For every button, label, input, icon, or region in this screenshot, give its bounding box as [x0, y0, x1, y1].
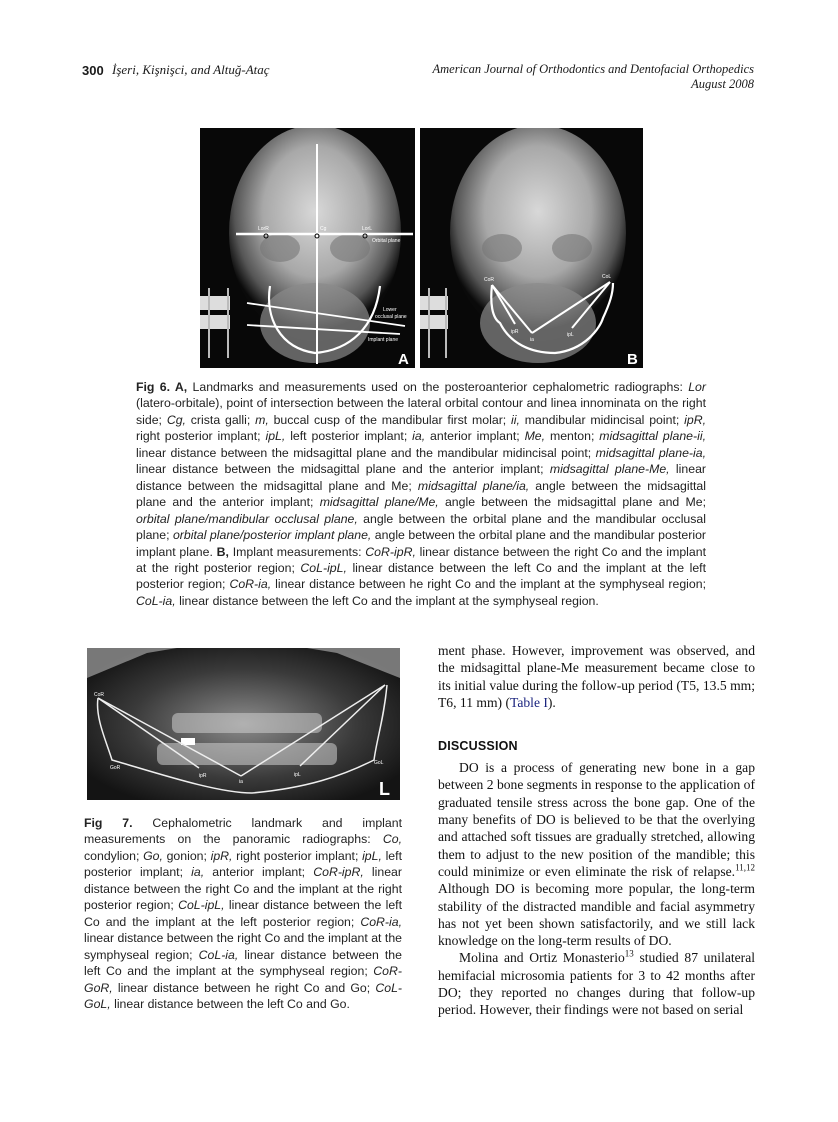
caption-term: Me,: [524, 429, 546, 444]
caption-text: angle between the orbital plane and the mandibular posterior implant plane.: [136, 528, 707, 559]
caption-label: Fig 6.: [136, 380, 175, 394]
label-cg: Cg: [320, 226, 327, 232]
table-reference-link[interactable]: Table I: [509, 694, 548, 710]
caption-term: ia,: [191, 865, 205, 880]
caption-term: orbital plane/mandibular occlusal plane,: [136, 511, 358, 526]
label-lor-r: LorR: [258, 226, 269, 232]
caption-term: CoR-ia,: [360, 914, 402, 929]
caption-text: linear distance between the midsagittal plane and the anterior implant;: [136, 462, 550, 477]
caption-text: angle between the midsagittal plane and the anterior implant;: [136, 478, 707, 510]
caption-term: CoR-GoR,: [84, 964, 402, 995]
caption-text: linear distance between the left Co and the implant at the left posterior region;: [136, 560, 706, 592]
label-ia: ia: [530, 337, 534, 343]
discussion-paragraph-2: [438, 949, 755, 1018]
figure6-panel-a-radiograph: [200, 128, 415, 368]
caption-term: Lor: [688, 380, 706, 394]
caption-term: ipR,: [684, 412, 706, 427]
label-ia: ia: [239, 779, 243, 785]
caption-text: linear distance between the left Co and Go.: [110, 996, 350, 1011]
figure7-caption: [84, 815, 402, 1012]
paragraph-text: Molina and Ortiz Monasterio: [459, 950, 625, 966]
caption-text: crista galli;: [185, 412, 256, 427]
caption-term: Go,: [143, 848, 163, 863]
caption-text: right posterior implant;: [136, 429, 266, 444]
caption-term: ipL,: [265, 429, 286, 444]
caption-text: linear distance between the right Co and the implant at the symphyseal region;: [84, 931, 402, 962]
label-occlusal-plane: occlusal plane: [375, 314, 407, 320]
paragraph-continued: [438, 642, 755, 711]
caption-term: CoL-GoL,: [84, 980, 402, 1011]
label-lor-l: LorL: [362, 226, 373, 232]
caption-term: Cg,: [166, 412, 186, 427]
caption-term: ipL,: [362, 848, 382, 863]
caption-term: CoL-ia,: [136, 593, 176, 608]
caption-label: A,: [174, 380, 188, 394]
label-ip-l: ipL: [567, 332, 574, 338]
caption-term: midsagittal plane-ii,: [599, 429, 706, 444]
caption-text: (latero-orbitale), point of intersection between the lateral orbital contour and linea innominata on the right side;: [136, 396, 706, 427]
caption-term: CoR-ipR,: [365, 544, 416, 559]
caption-text: linear distance between the midsagittal plane and the mandibular midincisal point;: [136, 445, 596, 460]
issue-date: August 2008: [691, 77, 754, 91]
caption-text: condylion;: [84, 848, 144, 863]
caption-term: CoL-ia,: [198, 947, 239, 962]
caption-text: anterior implant;: [204, 865, 314, 880]
caption-text: angle between the orbital plane and the mandibular occlusal plane;: [136, 511, 706, 543]
panel-letter-a: A: [398, 351, 409, 368]
caption-term: ipR,: [210, 848, 233, 863]
panel-letter-b: B: [627, 351, 638, 368]
section-heading-discussion: DISCUSSION: [438, 739, 518, 754]
label-go-l: GoL: [374, 760, 384, 766]
caption-text: gonion;: [162, 848, 211, 863]
caption-term: midsagittal plane-Me,: [549, 462, 670, 477]
paragraph-text: Although DO is becoming more popular, the long-term stability of the distracted mandible and facial asymmetry has not yet been shown satisfactorily, and we still lack knowledge on the long-term results of DO.: [438, 881, 755, 949]
label-ip-r: ipR: [511, 329, 519, 335]
right-column-text: [438, 642, 755, 1019]
running-authors: İşeri, Kişnişci, and Altuğ-Ataç: [112, 62, 270, 77]
paragraph-text: DO is a process of generating new bone in a gap between 2 bone segments in response to the application of graduated tensile stress across the bone gap. One of the many benefits of DO is believed to be that the overlying and attached soft tissues are gradually stretched, allowing them to adjust to the new position of the mandible; this could minimize or even eliminate the risk of relapse.: [438, 760, 755, 879]
caption-text: Implant measurements:: [228, 544, 366, 559]
label-lower: Lower: [383, 307, 397, 313]
caption-term: ia,: [412, 429, 426, 444]
paragraph-text: ment phase. However, improvement was observed, and the midsagittal plane-Me measurement became close to its initial value during the follow-up period (T5, 13.5 mm; T6, 11 mm) (: [438, 643, 755, 710]
journal-title: American Journal of Orthodontics and Dentofacial Orthopedics: [432, 62, 754, 76]
caption-text: left posterior implant;: [84, 848, 402, 880]
figure6-caption: [136, 379, 706, 609]
caption-text: linear distance between the left Co and the implant at the symphyseal region.: [175, 593, 599, 608]
label-go-r: GoR: [110, 765, 121, 771]
caption-term: ii,: [511, 412, 520, 427]
caption-text: right posterior implant;: [232, 848, 363, 863]
citation-superscript[interactable]: 13: [624, 948, 634, 959]
caption-label: B,: [216, 544, 229, 559]
caption-term: midsagittal plane/Me,: [319, 495, 439, 510]
label-ip-r: ipR: [199, 773, 207, 779]
caption-text: linear distance between the left Co and the implant at the left posterior region;: [84, 898, 402, 929]
label-orbital-plane: Orbital plane: [372, 238, 401, 244]
label-ip-l: ipL: [294, 772, 301, 778]
caption-text: menton;: [545, 429, 600, 444]
caption-text: linear distance between the right Co and the implant at the right posterior region;: [136, 544, 706, 575]
page-number: 300: [82, 63, 104, 78]
journal-header: [334, 62, 754, 92]
figure7-panoramic-radiograph: [87, 648, 400, 800]
figure6-panel-b-radiograph: [420, 128, 643, 368]
caption-term: Co,: [382, 832, 402, 847]
label-co-l: CoL: [602, 274, 612, 280]
label-implant-plane: Implant plane: [368, 337, 399, 343]
caption-term: CoR-ipR,: [313, 865, 364, 880]
caption-text: angle between the midsagittal plane and Me;: [438, 495, 706, 510]
citation-superscript[interactable]: 11,12: [735, 862, 755, 873]
caption-term: orbital plane/posterior implant plane,: [172, 528, 372, 543]
caption-term: midsagittal plane/ia,: [417, 478, 530, 493]
caption-text: linear distance between he right Co and the implant at the symphyseal region;: [271, 577, 706, 592]
caption-label: Fig 7.: [84, 816, 133, 830]
caption-text: Cephalometric landmark and implant measurements on the panoramic radiographs:: [84, 816, 402, 847]
label-co-r: CoR: [94, 692, 105, 698]
caption-term: CoR-ia,: [229, 577, 272, 592]
caption-text: mandibular midincisal point;: [519, 412, 685, 427]
panel-letter-l: L: [379, 779, 390, 799]
caption-term: m,: [255, 412, 269, 427]
label-co-r: CoR: [484, 277, 495, 283]
caption-text: Landmarks and measurements used on the posteroanterior cephalometric radiographs:: [187, 380, 689, 394]
caption-term: CoL-ipL,: [300, 560, 347, 575]
caption-text: linear distance between the right Co and the implant at the right posterior region;: [84, 865, 402, 913]
caption-text: linear distance between he right Co and Go;: [112, 980, 376, 995]
caption-text: buccal cusp of the mandibular first molar;: [268, 412, 512, 427]
caption-term: CoL-ipL,: [178, 898, 225, 913]
caption-text: linear distance between the midsagittal plane and Me;: [136, 462, 706, 493]
caption-term: midsagittal plane-ia,: [595, 445, 706, 460]
caption-text: left posterior implant;: [285, 429, 413, 444]
paragraph-text-end: ).: [547, 694, 556, 710]
caption-text: anterior implant;: [425, 429, 525, 444]
discussion-paragraph-1: [438, 759, 755, 949]
paragraph-text: studied 87 unilateral hemifacial microsomia patients for 3 to 42 months after DO; they reported no changes during that follow-up period. However, their findings were not based on serial: [438, 950, 756, 1018]
caption-text: linear distance between the left Co and the implant at the symphyseal region;: [84, 947, 402, 979]
